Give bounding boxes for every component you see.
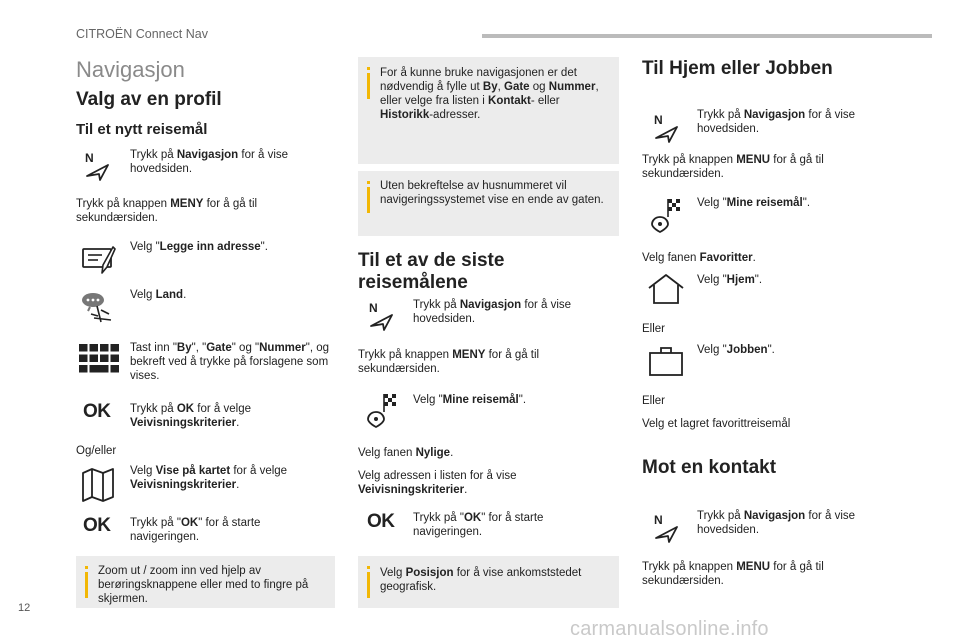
step-text: Trykk på Navigasjon for å vise hovedsiden.: [697, 510, 856, 536]
navigation-icon: [653, 512, 681, 544]
step-text: Tast inn "By", "Gate" og "Nummer", og bekreft ved å trykke på forslagene som vises.: [130, 342, 330, 382]
step-text: Trykk på knappen MENU for å gå til sekundærsiden.: [642, 561, 824, 587]
watermark: carmanualsonline.info: [570, 618, 769, 640]
step-text: Velg "Legge inn adresse".: [130, 241, 268, 253]
info-note: Uten bekreftelse av husnummeret vil navigeringssystemet vise en ende av gaten.: [358, 171, 619, 236]
work-briefcase-icon: [647, 344, 685, 378]
step-text: Eller: [642, 395, 666, 407]
step-text: Trykk på Navigasjon for å vise hovedsiden.: [413, 299, 572, 325]
svg-text:N: N: [654, 113, 663, 127]
step-text: Velg Vise på kartet for å velge Veivisningskriterier.: [130, 465, 288, 491]
svg-text:N: N: [654, 513, 663, 527]
step-text: Trykk på knappen MENY for å gå til sekundærsiden.: [76, 198, 258, 224]
navigation-icon: [368, 300, 396, 332]
step-text: Trykk på "OK" for å starte navigeringen.: [413, 512, 544, 538]
ok-icon: OK: [83, 515, 111, 536]
section-title-contact: Mot en kontakt: [642, 457, 777, 478]
step-text: Velg fanen Nylige.: [358, 447, 454, 459]
info-note: Zoom ut / zoom inn ved hjelp av berøringsknappene eller med to fingre på skjermen.: [76, 556, 335, 608]
step-text: Velg fanen Favoritter.: [642, 252, 756, 264]
step-text: Trykk på "OK" for å starte navigeringen.: [130, 517, 261, 543]
section-title-recent: Til et av de siste reisemålene: [358, 250, 505, 293]
country-icon: [80, 290, 114, 324]
keyboard-icon: [79, 344, 119, 374]
step-text: Velg Land.: [130, 289, 187, 301]
header-divider: [482, 34, 932, 38]
step-text: Velg "Mine reisemål".: [413, 394, 527, 406]
ok-icon: OK: [367, 511, 395, 532]
address-entry-icon: [80, 243, 116, 275]
step-text: Velg adressen i listen for å vise Veivisningskriterier.: [358, 470, 517, 496]
destination-flag-icon: [364, 392, 398, 428]
map-icon: [80, 467, 116, 503]
section-title-home-work: Til Hjem eller Jobben: [642, 58, 833, 79]
page-title: Navigasjon: [76, 57, 185, 82]
step-text: Eller: [642, 323, 666, 335]
step-text: Trykk på OK for å velge Veivisningskriterier.: [130, 403, 252, 429]
svg-text:N: N: [369, 301, 378, 315]
header-brand: CITROËN Connect Nav: [76, 27, 208, 41]
navigation-icon: [653, 112, 681, 144]
info-note: For å kunne bruke navigasjonen er det nødvendig å fylle ut By, Gate og Nummer, eller velge fra listen i Kontakt- eller Historikk-adresser.: [358, 57, 619, 164]
navigation-icon: [84, 150, 112, 182]
svg-text:N: N: [85, 151, 94, 165]
step-text: Trykk på Navigasjon for å vise hovedsiden.: [697, 109, 856, 135]
section-title-profile: Valg av en profil: [76, 89, 222, 110]
step-text: Trykk på knappen MENY for å gå til sekundærsiden.: [358, 349, 540, 375]
info-note: Velg Posisjon for å vise ankomststedet geografisk.: [358, 556, 619, 608]
step-text: Velg "Jobben".: [697, 344, 775, 356]
step-text: Trykk på Navigasjon for å vise hovedsiden.: [130, 149, 289, 175]
subsection-title-new-destination: Til et nytt reisemål: [76, 121, 208, 138]
step-text: Velg "Mine reisemål".: [697, 197, 811, 209]
step-text: Velg "Hjem".: [697, 274, 763, 286]
ok-icon: OK: [83, 401, 111, 422]
step-text: Velg et lagret favorittreisemål: [642, 418, 791, 430]
page-number: 12: [18, 602, 31, 614]
step-text: Og/eller: [76, 445, 117, 457]
step-text: Trykk på knappen MENU for å gå til sekundærsiden.: [642, 154, 824, 180]
home-icon: [647, 272, 685, 306]
destination-flag-icon: [648, 197, 682, 233]
